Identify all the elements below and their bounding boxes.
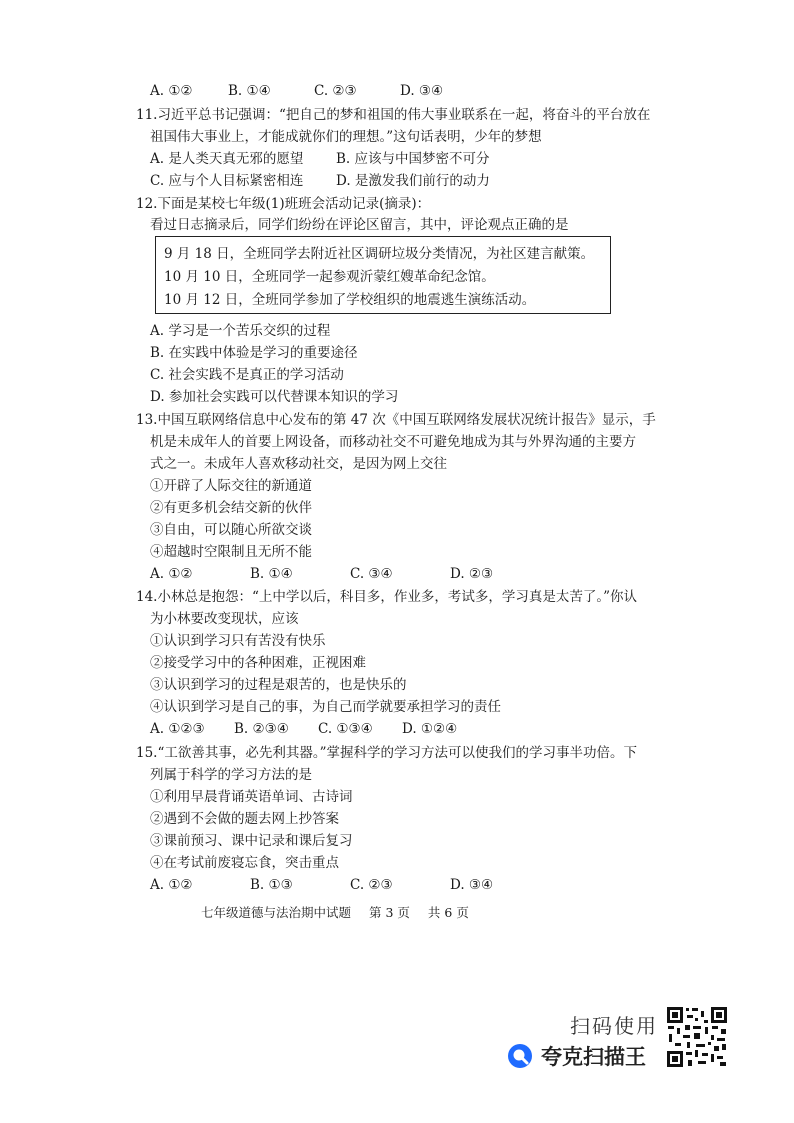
q14-option-c: C. ①③④: [318, 721, 373, 737]
q13-item-1: ①开辟了人际交往的新通道: [150, 478, 312, 494]
q11-option-a: A. 是人类天真无邪的愿望: [150, 151, 304, 167]
q12-option-c: C. 社会实践不是真正的学习活动: [150, 367, 344, 383]
q15-item-3: ③课前预习、课中记录和课后复习: [150, 833, 353, 849]
q10-options: [150, 82, 443, 100]
q15-stem-line-2: 列属于科学的学习方法的是: [150, 767, 312, 783]
q10-option-b: B. ①④: [228, 83, 271, 99]
scan-to-use-label: 扫码使用: [570, 1014, 658, 1038]
q12-stem-line-2: 看过日志摘录后，同学们纷纷在评论区留言，其中，评论观点正确的是: [150, 217, 569, 233]
qr-code-icon: [666, 1006, 728, 1068]
quark-logo-icon: [507, 1043, 533, 1069]
q14-stem-line-1: 14.小林总是抱怨：“上中学以后，科目多，作业多，考试多，学习真是太苦了。”你认: [136, 589, 638, 605]
q14-options: [150, 720, 457, 738]
q12-option-d: D. 参加社会实践可以代替课本知识的学习: [150, 389, 399, 405]
q15-item-4: ④在考试前废寝忘食，突击重点: [150, 855, 339, 871]
q13-option-c: C. ③④: [350, 566, 393, 582]
q11-option-d: D. 是激发我们前行的动力: [336, 173, 490, 189]
q13-option-b: B. ①④: [250, 566, 293, 582]
q15-option-a: A. ①②: [150, 877, 193, 893]
q13-item-3: ③自由，可以随心所欲交谈: [150, 522, 312, 538]
q14-item-1: ①认识到学习只有苦没有快乐: [150, 633, 326, 649]
q13-stem-line-2: 机是未成年人的首要上网设备，而移动社交不可避免地成为其与外界沟通的主要方: [150, 434, 636, 450]
page-footer: [201, 903, 487, 921]
footer-total-pages: 共 6 页: [427, 905, 469, 920]
q14-item-2: ②接受学习中的各种困难，正视困难: [150, 655, 366, 671]
q15-option-d: D. ③④: [450, 877, 494, 893]
q12-record-1: 9 月 18 日，全班同学去附近社区调研垃圾分类情况，为社区建言献策。: [164, 246, 595, 262]
q13-option-a: A. ①②: [150, 566, 193, 582]
q11-stem-line-2: 祖国伟大事业上，才能成就你们的理想。”这句话表明，少年的梦想: [150, 129, 542, 145]
q11-option-b: B. 应该与中国梦密不可分: [336, 151, 490, 167]
q14-option-d: D. ①②④: [402, 721, 458, 737]
q12-record-3: 10 月 12 日，全班同学参加了学校组织的地震逃生演练活动。: [164, 292, 536, 308]
q14-item-3: ③认识到学习的过程是艰苦的，也是快乐的: [150, 677, 407, 693]
q12-option-b: B. 在实践中体验是学习的重要途径: [150, 345, 358, 361]
q12-stem-line-1: 12.下面是某校七年级(1)班班会活动记录(摘录)：: [136, 196, 431, 212]
q10-option-a: A. ①②: [150, 83, 193, 99]
scanner-brand: [507, 1042, 646, 1070]
footer-subject: 七年级道德与法治期中试题: [201, 905, 352, 920]
q13-stem-line-3: 式之一。未成年人喜欢移动社交，是因为网上交往: [150, 456, 447, 472]
q15-option-b: B. ①③: [250, 877, 293, 893]
q13-stem-line-1: 13.中国互联网络信息中心发布的第 47 次《中国互联网络发展状况统计报告》显示，手: [136, 412, 656, 428]
q13-item-2: ②有更多机会结交新的伙伴: [150, 500, 312, 516]
q15-item-1: ①利用早晨背诵英语单词、古诗词: [150, 789, 353, 805]
q11-option-c: C. 应与个人目标紧密相连: [150, 173, 304, 189]
q14-option-a: A. ①②③: [150, 721, 205, 737]
q10-option-d: D. ③④: [400, 83, 444, 99]
q15-item-2: ②遇到不会做的题去网上抄答案: [150, 811, 339, 827]
q15-option-c: C. ②③: [350, 877, 393, 893]
footer-page-number: 第 3 页: [369, 905, 410, 920]
q12-record-box: [155, 236, 611, 314]
q10-option-c: C. ②③: [314, 83, 357, 99]
q14-item-4: ④认识到学习是自己的事，为自己而学就要承担学习的责任: [150, 699, 501, 715]
q11-stem-line-1: 11.习近平总书记强调：“把自己的梦和祖国的伟大事业联系在一起，将奋斗的平台放在: [136, 107, 651, 123]
q14-stem-line-2: 为小林要改变现状，应该: [150, 611, 299, 627]
q13-item-4: ④超越时空限制且无所不能: [150, 544, 312, 560]
q12-option-a: A. 学习是一个苦乐交织的过程: [150, 323, 331, 339]
q13-option-d: D. ②③: [450, 566, 494, 582]
q12-record-2: 10 月 10 日，全班同学一起参观沂蒙红嫂革命纪念馆。: [164, 269, 495, 285]
q13-options: [150, 565, 493, 583]
q14-option-b: B. ②③④: [234, 721, 289, 737]
scanner-brand-name: 夸克扫描王: [541, 1045, 646, 1069]
q15-options: [150, 876, 493, 894]
q15-stem-line-1: 15.“工欲善其事，必先利其器。”掌握科学的学习方法可以使我们的学习事半功倍。下: [136, 745, 638, 761]
